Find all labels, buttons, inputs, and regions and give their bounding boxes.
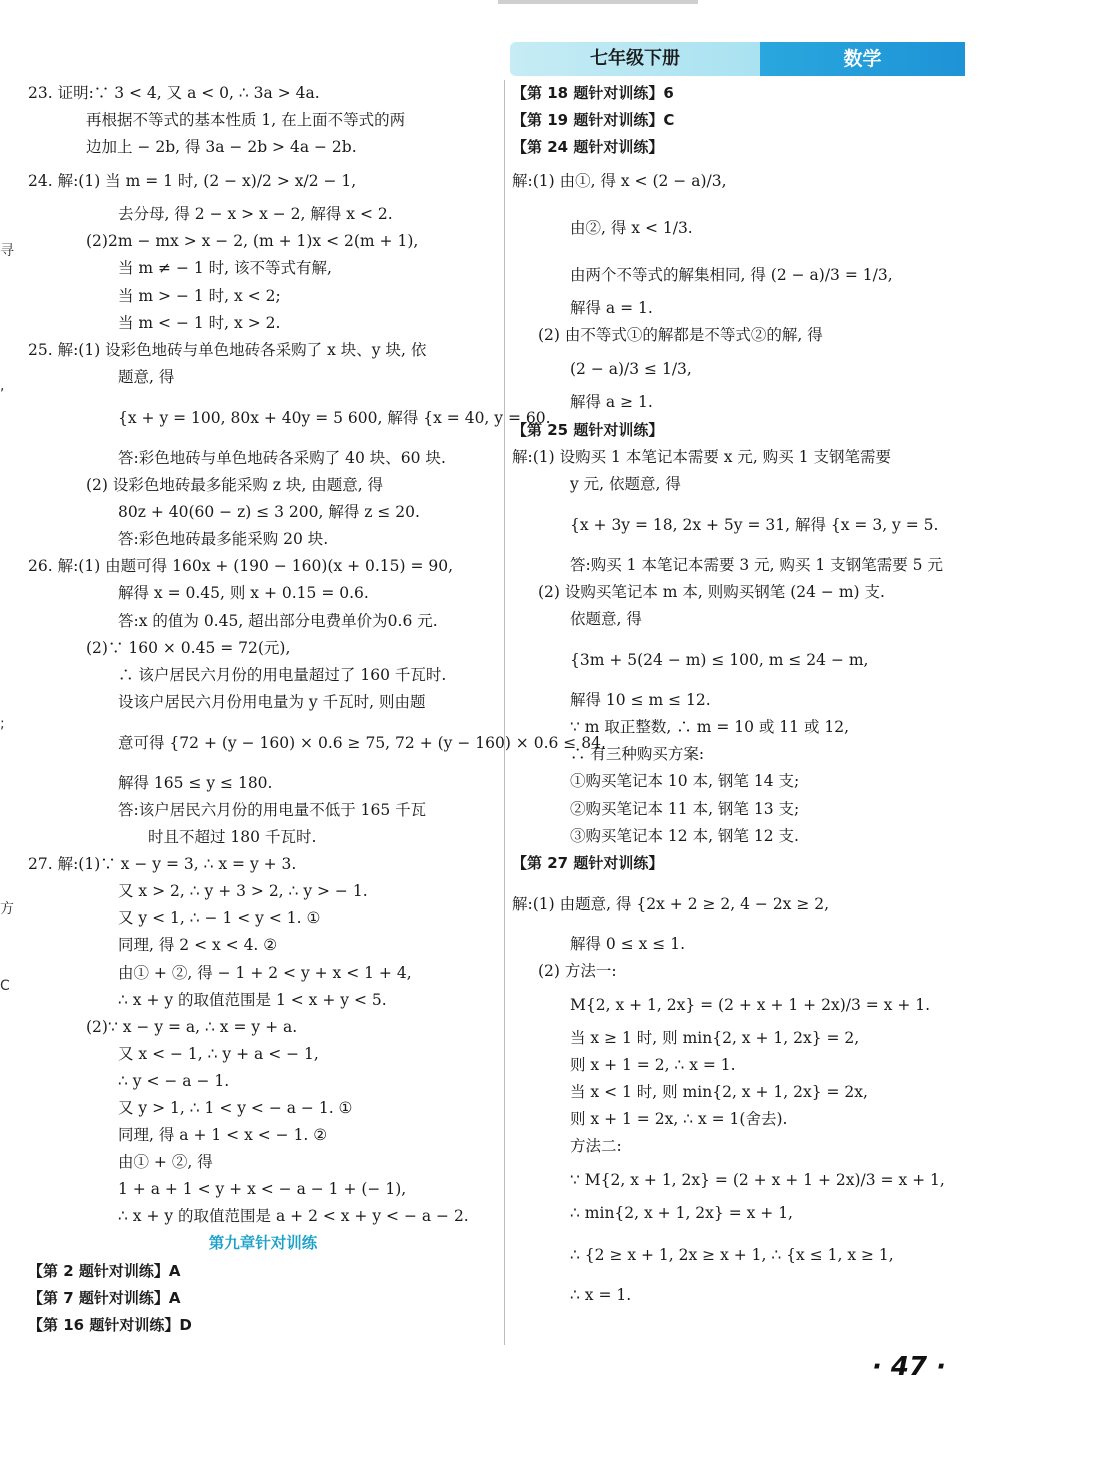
answer-line: 【第 16 题针对训练】D [28, 1315, 192, 1334]
text-line: (2) 方法一: [538, 961, 617, 980]
text-line: 同理, 得 2 < x < 4. ② [118, 936, 278, 955]
text-line: 方法二: [570, 1137, 622, 1156]
text-line: 设该户居民六月份用电量为 y 千瓦时, 则由题 [118, 692, 426, 711]
text-line: 26. 解:(1) 由题可得 160x + (190 − 160)(x + 0.15) = 90, [28, 557, 454, 576]
text-line: 又 x > 2, ∴ y + 3 > 2, ∴ y > − 1. [118, 882, 368, 901]
text-line: ②购买笔记本 11 本, 钢笔 13 支; [570, 799, 800, 818]
inequality-system: 意可得 {72 + (y − 160) × 0.6 ≥ 75, 72 + (y − 160) × 0.6 ≤ 84, [118, 733, 606, 752]
column-divider [504, 80, 505, 1345]
text-line: 由① + ②, 得 − 1 + 2 < y + x < 1 + 4, [118, 963, 412, 982]
answer-line: 【第 7 题针对训练】A [28, 1288, 181, 1307]
text-line: 由两个不等式的解集相同, 得 (2 − a)/3 = 1/3, [570, 266, 893, 285]
text-line: 解:(1) 设购买 1 本笔记本需要 x 元, 购买 1 支钢笔需要 [512, 447, 891, 466]
text-line: ③购买笔记本 12 本, 钢笔 12 支. [570, 826, 799, 845]
text-line: 再根据不等式的基本性质 1, 在上面不等式的两 [86, 111, 406, 130]
text-line: 27. 解:(1)∵ x − y = 3, ∴ x = y + 3. [28, 855, 297, 874]
text-line: 解:(1) 由①, 得 x < (2 − a)/3, [512, 172, 727, 191]
equation-system: {x + y = 100, 80x + 40y = 5 600, 解得 {x = 40, y = 60. [118, 408, 551, 427]
inequality-system: ∴ {2 ≥ x + 1, 2x ≥ x + 1, ∴ {x ≤ 1, x ≥ 1, [570, 1245, 894, 1264]
text-line: 25. 解:(1) 设彩色地砖与单色地砖各采购了 x 块、y 块, 依 [28, 340, 427, 359]
edge-mark: , [0, 378, 5, 394]
section-heading: 【第 27 题针对训练】 [512, 853, 664, 872]
text-line: ∴ x = 1. [570, 1285, 632, 1304]
edge-mark: C [0, 978, 10, 994]
text-line: 当 m < − 1 时, x > 2. [118, 313, 281, 332]
text-line: (2)∵ x − y = a, ∴ x = y + a. [86, 1017, 298, 1036]
text-line: 解得 165 ≤ y ≤ 180. [118, 773, 273, 792]
answer-line: 【第 18 题针对训练】6 [512, 84, 674, 102]
text-line: ∴ x + y 的取值范围是 1 < x + y < 5. [118, 990, 387, 1009]
text-line: M{2, x + 1, 2x} = (2 + x + 1 + 2x)/3 = x + 1. [570, 995, 931, 1014]
text-line: 又 x < − 1, ∴ y + a < − 1, [118, 1044, 319, 1063]
header-grade: 七年级下册 [590, 48, 680, 69]
text-line: 当 m ≠ − 1 时, 该不等式有解, [118, 259, 332, 278]
edge-mark: 寻 [0, 243, 14, 259]
text-line: 解得 x = 0.45, 则 x + 0.15 = 0.6. [118, 584, 369, 603]
text-line: 当 m > − 1 时, x < 2; [118, 286, 281, 305]
text-line: ∴ 有三种购买方案: [570, 745, 705, 764]
text-line: y 元, 依题意, 得 [570, 474, 681, 493]
text-line: 解得 0 ≤ x ≤ 1. [570, 934, 686, 953]
equation-system: {x + 3y = 18, 2x + 5y = 31, 解得 {x = 3, y = 5. [570, 515, 939, 534]
text-line: 解得 10 ≤ m ≤ 12. [570, 691, 711, 710]
text-line: 当 x ≥ 1 时, 则 min{2, x + 1, 2x} = 2, [570, 1028, 860, 1047]
edge-mark: ; [0, 716, 5, 732]
section-heading: 【第 25 题针对训练】 [512, 420, 664, 439]
text-line: 答:彩色地砖最多能采购 20 块. [118, 530, 329, 549]
answer-line: 【第 2 题针对训练】A [28, 1261, 181, 1280]
text-line: 由②, 得 x < 1/3. [570, 219, 693, 238]
text-line: 解得 a ≥ 1. [570, 393, 653, 412]
text-line: 80z + 40(60 − z) ≤ 3 200, 解得 z ≤ 20. [118, 503, 420, 522]
right-column [512, 80, 982, 1309]
text-line: 答:x 的值为 0.45, 超出部分电费单价为0.6 元. [118, 611, 438, 630]
text-line: ∴ y < − a − 1. [118, 1071, 230, 1090]
section-heading: 【第 24 题针对训练】 [512, 138, 664, 157]
text-line: 题意, 得 [118, 367, 175, 386]
text-line: 又 y > 1, ∴ 1 < y < − a − 1. ① [118, 1099, 353, 1117]
text-line: 答:彩色地砖与单色地砖各采购了 40 块、60 块. [118, 448, 446, 467]
inequality-system: 解:(1) 由题意, 得 {2x + 2 ≥ 2, 4 − 2x ≥ 2, [512, 894, 830, 913]
text-line: 边加上 − 2b, 得 3a − 2b > 4a − 2b. [86, 138, 357, 157]
text-line: 答:购买 1 本笔记本需要 3 元, 购买 1 支钢笔需要 5 元 [570, 555, 943, 574]
text-line: 由① + ②, 得 [118, 1153, 213, 1172]
text-line: ∴ min{2, x + 1, 2x} = x + 1, [570, 1204, 793, 1223]
text-line: 则 x + 1 = 2, ∴ x = 1. [570, 1056, 736, 1075]
text-line: 答:该户居民六月份的用电量不低于 165 千瓦 [118, 800, 427, 819]
text-line: ①购买笔记本 10 本, 钢笔 14 支; [570, 772, 800, 791]
answer-line: 【第 19 题针对训练】C [512, 111, 675, 130]
text-line: (2)2m − mx > x − 2, (m + 1)x < 2(m + 1), [86, 232, 419, 251]
text-line: ∵ M{2, x + 1, 2x} = (2 + x + 1 + 2x)/3 = x + 1, [570, 1171, 945, 1190]
text-line: 去分母, 得 2 − x > x − 2, 解得 x < 2. [118, 205, 393, 224]
header-subject: 数学 [843, 48, 882, 70]
text-line: 依题意, 得 [570, 610, 642, 629]
text-line: (2)∵ 160 × 0.45 = 72(元), [86, 638, 291, 657]
chapter-title: 第九章针对训练 [208, 1234, 318, 1253]
edge-mark: 方 [0, 901, 14, 917]
top-edge-mark [498, 0, 698, 4]
text-line: 1 + a + 1 < y + x < − a − 1 + (− 1), [118, 1180, 407, 1199]
text-line: ∵ m 取正整数, ∴ m = 10 或 11 或 12, [570, 718, 850, 737]
text-line: 时且不超过 180 千瓦时. [148, 828, 317, 847]
text-line: 24. 解:(1) 当 m = 1 时, (2 − x)/2 > x/2 − 1, [28, 172, 357, 191]
text-line: 23. 证明:∵ 3 < 4, 又 a < 0, ∴ 3a > 4a. [28, 84, 320, 102]
text-line: (2) 由不等式①的解都是不等式②的解, 得 [538, 326, 823, 345]
text-line: ∴ 该户居民六月份的用电量超过了 160 千瓦时. [118, 665, 447, 684]
inequality-system: {3m + 5(24 − m) ≤ 100, m ≤ 24 − m, [570, 651, 869, 670]
text-line: 则 x + 1 = 2x, ∴ x = 1(舍去). [570, 1110, 788, 1129]
text-line: (2) 设彩色地砖最多能采购 z 块, 由题意, 得 [86, 476, 384, 495]
text-line: 当 x < 1 时, 则 min{2, x + 1, 2x} = 2x, [570, 1083, 868, 1102]
text-line: 解得 a = 1. [570, 299, 653, 318]
text-line: ∴ x + y 的取值范围是 a + 2 < x + y < − a − 2. [118, 1207, 469, 1226]
text-line: 又 y < 1, ∴ − 1 < y < 1. ① [118, 909, 321, 928]
text-line: 同理, 得 a + 1 < x < − 1. ② [118, 1126, 328, 1145]
page-number: · 47 · [872, 1352, 947, 1382]
text-line: (2) 设购买笔记本 m 本, 则购买钢笔 (24 − m) 支. [538, 582, 885, 601]
text-line: (2 − a)/3 ≤ 1/3, [570, 360, 692, 379]
